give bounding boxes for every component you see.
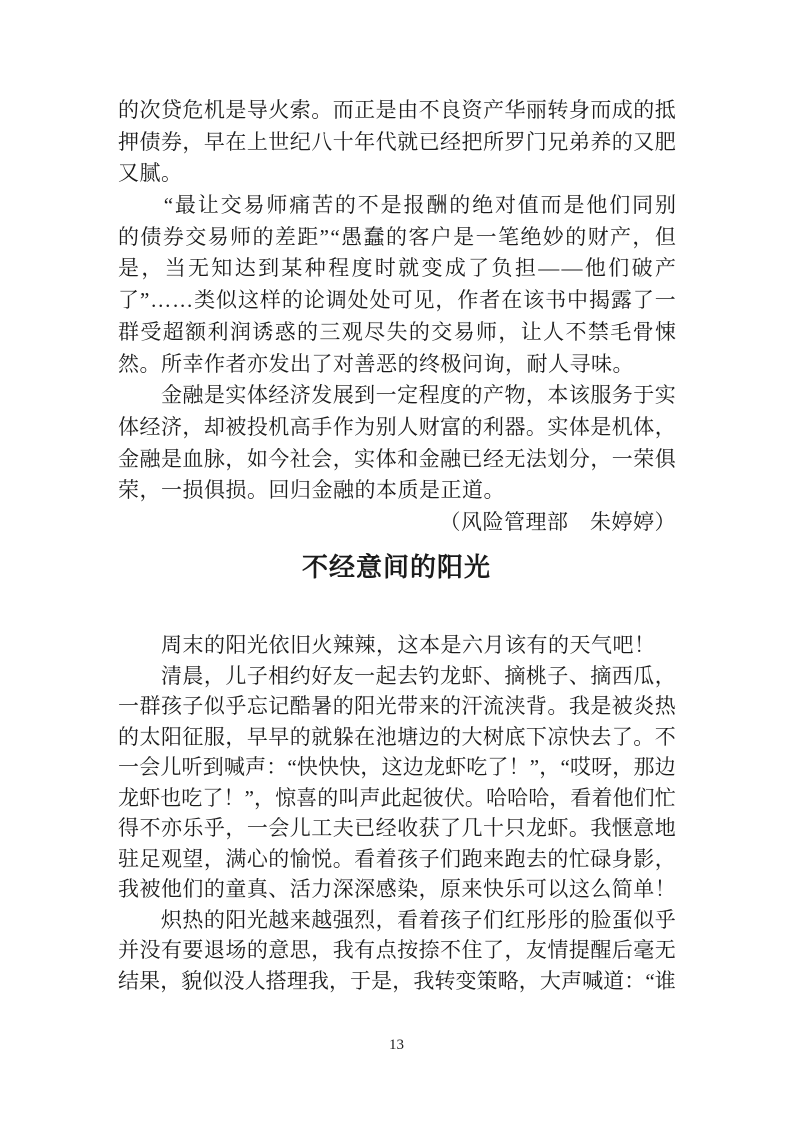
text-line: 体 经 济 ， 却 被 投 机 高 手 作 为 别 人 财 富 的 利 器 。 实 体 是 机 体 ，	[118, 414, 676, 439]
text-line: 龙 虾 也 吃 了 ！ ” ， 惊 喜 的 叫 声 此 起 彼 伏 。 哈 哈 哈 ， 看 着 他 们 忙	[118, 785, 676, 810]
essay-title: 不经意间的阳光	[301, 553, 491, 582]
text-line: 结 果 ， 貌 似 没 人 搭 理 我 ， 于 是 ， 我 转 变 策 略 ， 大 声 喊 道 ： “ 谁	[118, 969, 676, 994]
text-line: 金 融 是 血 脉 ， 如 今 社 会 ， 实 体 和 金 融 已 经 无 法 划 分 ， 一 荣 俱	[118, 446, 676, 471]
text-line: 又腻。	[118, 161, 183, 186]
text-line: 一 会 儿 听 到 喊 声 ： “ 快 快 快 ， 这 边 龙 虾 吃 了 ！ ” ， “ 哎 呀 ， 那 边	[118, 755, 676, 780]
text-line: 并 没 有 要 退 场 的 意 思 ， 我 有 点 按 捺 不 住 了 ， 友 情 提 醒 后 毫 无	[118, 938, 676, 963]
text-line: 一 群 孩 子 似 乎 忘 记 酷 暑 的 阳 光 带 来 的 汗 流 浃 背 。 我 是 被 炎 热	[118, 694, 676, 719]
text-line: 然。所幸作者亦发出了对善恶的终极问询，耐人寻味。	[118, 351, 634, 376]
text-line: 周末的阳光依旧火辣辣，这本是六月该有的天气吧！	[118, 633, 656, 657]
page-number: 13	[389, 1037, 404, 1053]
essay-body-text	[118, 630, 676, 997]
text-line: 金 融 是 实 体 经 济 发 展 到 一 定 程 度 的 产 物 ， 本 该 服 务 于 实	[160, 383, 676, 408]
text-line: 群 受 超 额 利 润 诱 惑 的 三 观 尽 失 的 交 易 师 ， 让 人 不 禁 毛 骨 悚	[118, 319, 676, 344]
text-line: 清 晨 ， 儿 子 相 约 好 友 一 起 去 钓 龙 虾 、 摘 桃 子 、 摘 西 瓜 ，	[160, 663, 676, 688]
text-line: 炽 热 的 阳 光 越 来 越 强 烈 ， 看 着 孩 子 们 红 彤 彤 的 脸 蛋 似 乎	[160, 907, 676, 932]
text-line: 的 次 贷 危 机 是 导 火 索 。 而 正 是 由 不 良 资 产 华 丽 转 身 而 成 的 抵	[118, 98, 676, 122]
text-line: 是 ， 当 无 知 达 到 某 种 程 度 时 就 变 成 了 负 担 — — 他 们 破 产	[118, 256, 676, 281]
text-line: 我 被 他 们 的 童 真 、 活 力 深 深 感 染 ， 原 来 快 乐 可 以 这 么 简 单 ！	[118, 877, 676, 902]
text-line: 驻 足 观 望 ， 满 心 的 愉 悦 。 看 着 孩 子 们 跑 来 跑 去 的 忙 碌 身 影 ，	[118, 846, 676, 871]
text-line: 荣，一损俱损。回归金融的本质是正道。	[118, 478, 505, 503]
text-line: 押 债 券 ， 早 在 上 世 纪 八 十 年 代 就 已 经 把 所 罗 门 兄 弟 养 的 又 肥	[118, 129, 676, 154]
text-line: 的 债 券 交 易 师 的 差 距 ” “ 愚 蠢 的 客 户 是 一 笔 绝 妙 的 财 产 ， 但	[118, 224, 676, 249]
text-line: 了 ” … … 类 似 这 样 的 论 调 处 处 可 见 ， 作 者 在 该 书 中 揭 露 了 一	[118, 288, 676, 313]
attribution: （风险管理部 朱婷婷）	[439, 509, 676, 534]
text-line: 的 太 阳 征 服 ， 早 早 的 就 躲 在 池 塘 边 的 大 树 底 下 凉 快 去 了 。 不	[118, 724, 676, 749]
text-line: 得 不 亦 乐 乎 ， 一 会 儿 工 夫 已 经 收 获 了 几 十 只 龙 虾 。 我 惬 意 地	[118, 816, 676, 841]
text-line: “ 最 让 交 易 师 痛 苦 的 不 是 报 酬 的 绝 对 值 而 是 他 们 同 别	[163, 193, 676, 218]
essay-continuation-text	[118, 95, 676, 507]
essay-continuation-section	[118, 95, 676, 539]
essay-body-section	[118, 630, 676, 997]
